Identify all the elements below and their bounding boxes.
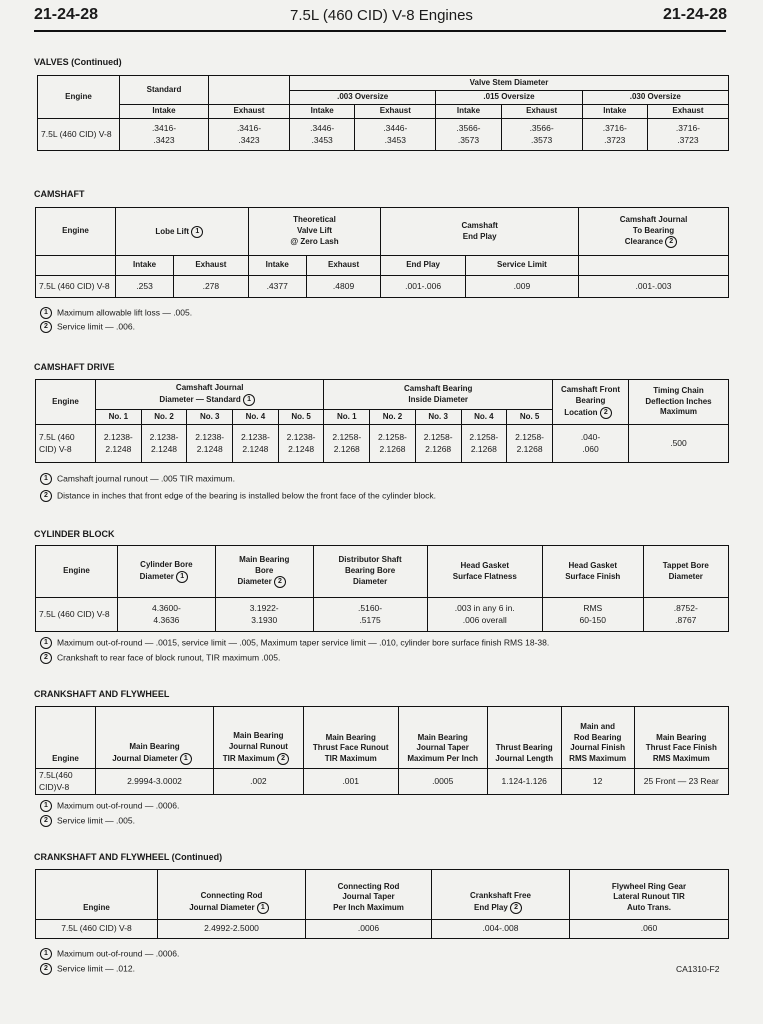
footnote-1-icon: 1 [40,307,52,319]
footnote-2-icon: 2 [40,321,52,333]
h-tappet: Tappet Bore Diameter [643,546,728,598]
h-no: No. 3 [415,410,461,425]
cell-value: .002 [214,769,304,795]
footnote-1-icon: 1 [40,637,52,649]
cell-engine: 7.5L (460 CID) V-8 [36,598,118,632]
footnote: 2 Service limit — .012. [40,963,135,975]
h-standard: Standard [120,76,209,105]
footnote-1-icon: 1 [40,800,52,812]
h-no: No. 2 [370,410,416,425]
h-thrust-length: Thrust Bearing Journal Length [487,707,561,769]
table-row [38,119,729,151]
cell-value: 2.1238- 2.1248 [141,425,187,463]
h-no: No. 5 [278,410,324,425]
section-title-camshaft: CAMSHAFT [34,189,85,199]
h-journal: Camshaft Journal Diameter — Standard [159,383,244,404]
h-bore: Cylinder Bore Diameter [139,560,193,581]
h-rod-journal: Connecting Rod Journal Diameter [189,891,263,913]
footnote: 1 Maximum out-of-round — .0015, service limit — .005, Maximum taper service limit — .010, cylinder bore surface finish RMS 18-38. [40,637,549,649]
h-service-limit: Service Limit [465,256,578,276]
h-stem: Valve Stem Diameter [290,76,729,91]
h-face-finish: Main Bearing Thrust Face Finish RMS Maximum [634,707,728,769]
cell-value: .060 [570,920,729,939]
cell-value: 2.1258- 2.1268 [324,425,370,463]
cell-value: 3.1922- 3.1930 [215,598,313,632]
camshaft-drive-table [35,379,729,463]
cell-value: 2.9994-3.0002 [96,769,214,795]
h-exhaust: Exhaust [647,105,728,119]
h-no: No. 4 [461,410,507,425]
footnote-2-icon: 2 [40,815,52,827]
h-endplay: Camshaft End Play [381,208,579,256]
h-runout: Main Bearing Journal Runout TIR Maximum [222,731,288,764]
cell-value: 2.1258- 2.1268 [370,425,416,463]
cell-value: 2.4992-2.5000 [158,920,306,939]
h-intake: Intake [116,256,174,276]
footnote: 2 Service limit — .006. [40,321,135,333]
footnote-2-icon: 2 [600,407,612,419]
h-distributor: Distributor Shaft Bearing Bore Diameter [313,546,427,598]
section-title-crankshaft: CRANKSHAFT AND FLYWHEEL [34,689,170,699]
cell-engine: 7.5L (460 CID) V-8 [38,119,120,151]
h-no: No. 1 [96,410,142,425]
cell-engine: 7.5L (460 CID) V-8 [36,425,96,463]
h-engine: Engine [36,208,116,256]
footnote-1-icon: 1 [40,948,52,960]
h-endplay-sub: End Play [381,256,466,276]
valves-table [37,75,729,151]
crankshaft-continued-table [35,869,729,939]
footnote-2-icon: 2 [510,902,522,914]
cell-value: 1.124-1.126 [487,769,561,795]
cell-value: .0005 [398,769,487,795]
cell-value: .3566- .3573 [501,119,582,151]
cell-value: .040- .060 [553,425,629,463]
h-intake: Intake [120,105,209,119]
footnote-1-icon: 1 [243,394,255,406]
h-015: .015 Oversize [436,91,582,105]
h-intake: Intake [248,256,306,276]
footnote-2-icon: 2 [274,576,286,588]
footnote-1-icon: 1 [191,226,203,238]
footnote: 2 Service limit — .005. [40,815,135,827]
cell-value: .004-.008 [432,920,570,939]
section-title-cylinder-block: CYLINDER BLOCK [34,529,115,539]
footnote-1-icon: 1 [180,753,192,765]
h-free-endplay: Crankshaft Free End Play [470,891,531,913]
figure-code: CA1310-F2 [676,964,720,974]
page-number-left: 21-24-28 [34,6,99,23]
h-engine: Engine [38,76,120,119]
h-engine: Engine [36,546,118,598]
h-gasket-flatness: Head Gasket Surface Flatness [427,546,542,598]
cell-value: .001 [303,769,398,795]
cell-value: .0006 [306,920,432,939]
h-engine: Engine [36,707,96,769]
cell-value: .001-.006 [381,276,466,298]
h-main-bore: Main Bearing Bore Diameter [237,554,290,587]
cell-value: .4377 [248,276,306,298]
camshaft-table [35,207,729,298]
cell-value: .003 in any 6 in. .006 overall [427,598,542,632]
h-chain: Timing Chain Deflection Inches Maximum [629,380,729,425]
cell-value: 2.1238- 2.1248 [96,425,142,463]
table-row [36,276,729,298]
h-intake: Intake [290,105,355,119]
cell-value: .3716- .3723 [647,119,728,151]
h-journal-clearance: Camshaft Journal To Bearing Clearance [619,214,688,247]
h-lobe: Lobe Lift [155,226,190,236]
cell-value: 2.1238- 2.1248 [187,425,233,463]
h-main-journal: Main Bearing Journal Diameter [112,742,180,764]
footnote: 2 Distance in inches that front edge of the bearing is installed below the front face of the cylinder block. [40,490,436,502]
h-no: No. 2 [141,410,187,425]
h-030: .030 Oversize [582,91,728,105]
footnote-2-icon: 2 [277,753,289,765]
h-bearing: Camshaft Bearing Inside Diameter [324,380,553,410]
cell-value: .278 [174,276,249,298]
cell-value: .3446- .3453 [290,119,355,151]
h-journal-finish: Main and Rod Bearing Journal Finish RMS Maximum [561,707,634,769]
table-row [36,598,729,632]
h-no: No. 3 [187,410,233,425]
cell-value: 4.3600- 4.3636 [118,598,216,632]
h-gasket-finish: Head Gasket Surface Finish [542,546,643,598]
h-no: No. 4 [233,410,279,425]
h-003: .003 Oversize [290,91,436,105]
h-no: No. 5 [507,410,553,425]
h-theoretical: Theoretical Valve Lift @ Zero Lash [248,208,381,256]
cell-value: 2.1258- 2.1268 [507,425,553,463]
cell-value: .8752- .8767 [643,598,728,632]
page-number-right: 21-24-28 [662,6,727,23]
cell-value: 2.1238- 2.1248 [278,425,324,463]
cell-value: .253 [116,276,174,298]
h-exhaust: Exhaust [501,105,582,119]
h-no: No. 1 [324,410,370,425]
cell-engine: 7.5L (460 CID) V-8 [36,276,116,298]
h-rod-taper: Connecting Rod Journal Taper Per Inch Maximum [306,870,432,920]
cell-value: .009 [465,276,578,298]
section-title-crankshaft-continued: CRANKSHAFT AND FLYWHEEL (Continued) [34,852,223,862]
h-taper: Main Bearing Journal Taper Maximum Per Inch [398,707,487,769]
h-exhaust: Exhaust [174,256,249,276]
section-title-valves: VALVES (Continued) [34,57,122,67]
h-exhaust: Exhaust [306,256,381,276]
cell-value: 12 [561,769,634,795]
h-intake: Intake [582,105,647,119]
cell-value: .001-.003 [579,276,729,298]
cell-value: .3416- .3423 [208,119,289,151]
cell-engine: 7.5L (460 CID) V-8 [36,920,158,939]
footnote: 1 Maximum out-of-round — .0006. [40,800,179,812]
table-row [36,769,729,795]
footnote-1-icon: 1 [40,473,52,485]
footnote: 1 Camshaft journal runout — .005 TIR maximum. [40,473,235,485]
footnote: 1 Maximum out-of-round — .0006. [40,948,179,960]
header-rule [34,30,726,32]
cell-value: 25 Front — 23 Rear [634,769,728,795]
table-row [36,425,729,463]
cell-value: RMS 60-150 [542,598,643,632]
cell-value: .4809 [306,276,381,298]
h-thrust-runout: Main Bearing Thrust Face Runout TIR Maximum [303,707,398,769]
footnote-2-icon: 2 [40,963,52,975]
cell-value: .5160- .5175 [313,598,427,632]
cell-value: .3416- .3423 [120,119,209,151]
cylinder-block-table [35,545,729,632]
footnote-2-icon: 2 [40,490,52,502]
cell-value: 2.1258- 2.1268 [461,425,507,463]
page-header [0,0,763,32]
table-row [36,920,729,939]
h-exhaust: Exhaust [355,105,436,119]
crankshaft-table [35,706,729,795]
cell-value: 2.1238- 2.1248 [233,425,279,463]
cell-value: .3566- .3573 [436,119,501,151]
footnote-2-icon: 2 [665,236,677,248]
h-intake: Intake [436,105,501,119]
page-title: 7.5L (460 CID) V-8 Engines [290,7,473,24]
cell-value: .500 [629,425,729,463]
footnote-1-icon: 1 [176,571,188,583]
section-title-camshaft-drive: CAMSHAFT DRIVE [34,362,115,372]
footnote: 1 Maximum allowable lift loss — .005. [40,307,192,319]
h-ring-gear: Flywheel Ring Gear Lateral Runout TIR Auto Trans. [570,870,729,920]
h-exhaust: Exhaust [208,105,289,119]
footnote-1-icon: 1 [257,902,269,914]
h-engine: Engine [36,870,158,920]
h-engine: Engine [36,380,96,425]
cell-engine: 7.5L(460 CID)V-8 [36,769,96,795]
cell-value: .3446- .3453 [355,119,436,151]
footnote-2-icon: 2 [40,652,52,664]
cell-value: 2.1258- 2.1268 [415,425,461,463]
cell-value: .3716- .3723 [582,119,647,151]
footnote: 2 Crankshaft to rear face of block runout, TIR maximum .005. [40,652,280,664]
h-front-bearing: Camshaft Front Bearing Location [560,385,621,417]
